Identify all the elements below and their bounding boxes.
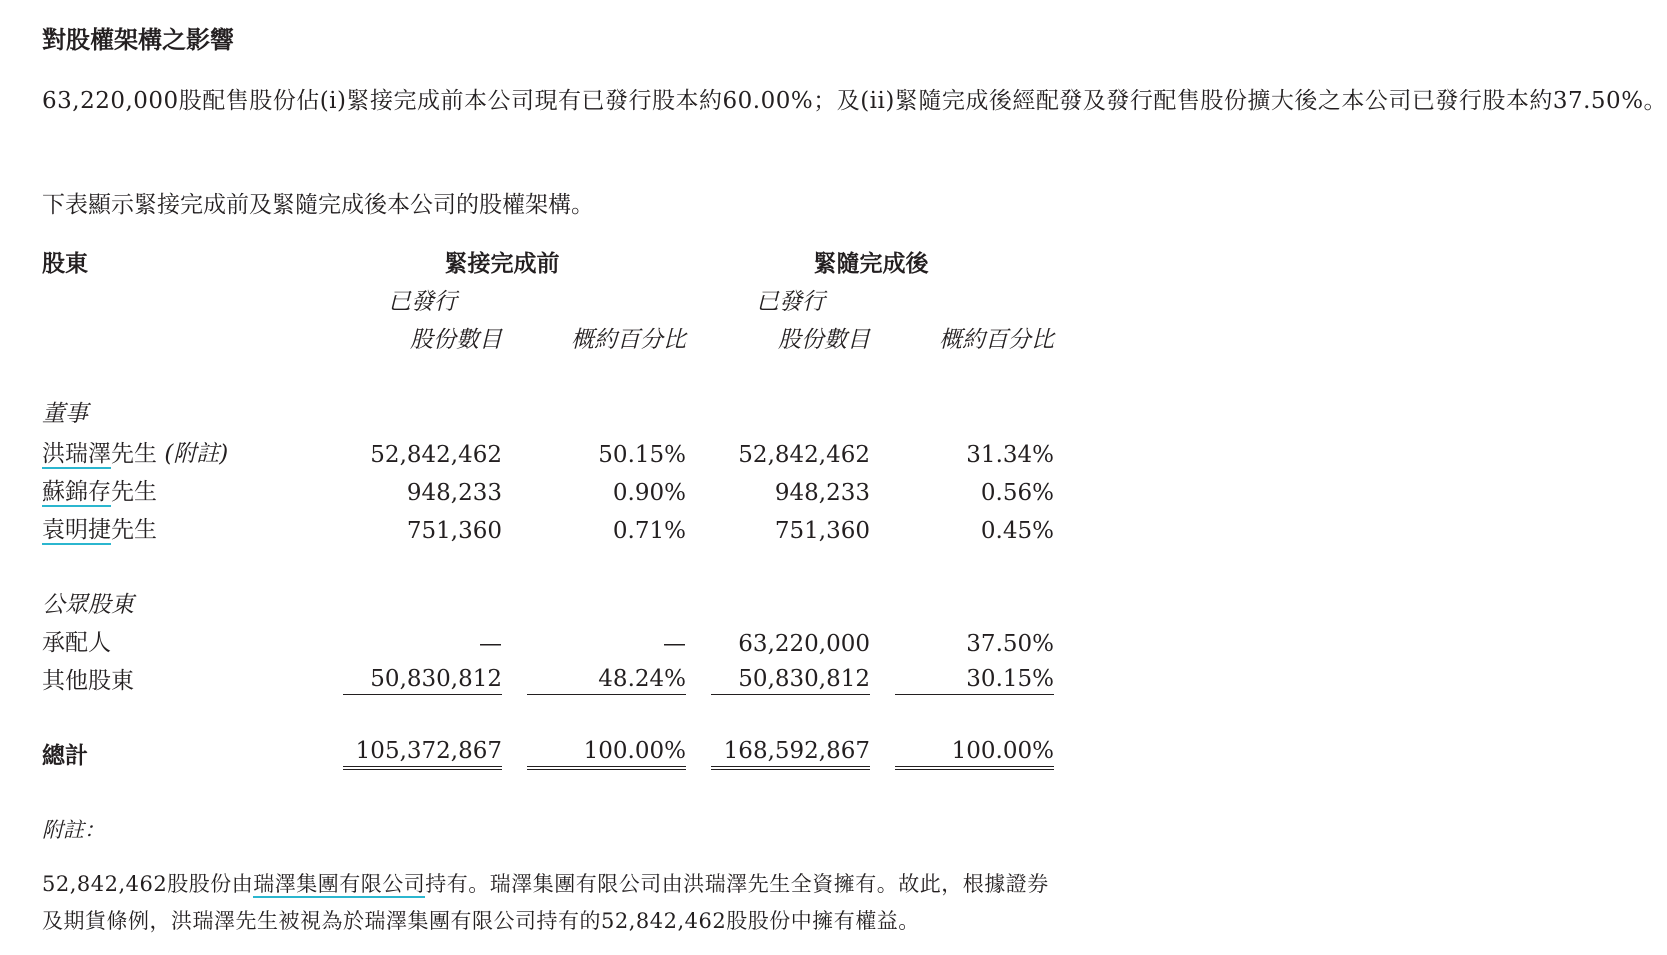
- section-directors-label: 董事: [42, 401, 88, 427]
- pct-before: 50.15%: [598, 442, 686, 468]
- sub-shares-after: 股份數目: [778, 327, 870, 353]
- intro-paragraph: 63,220,000股配售股份佔(i)緊接完成前本公司現有已發行股本約60.00%；及(ii)緊隨完成後經配發及發行配售股份擴大後之本公司已發行股本約37.50%。: [42, 88, 1667, 114]
- table-row: [42, 472, 1054, 506]
- note-heading: 附註：: [42, 818, 105, 842]
- director-name-link[interactable]: 蘇錦存: [42, 479, 111, 505]
- shares-after: 751,360: [774, 518, 870, 544]
- pct-before: 0.71%: [612, 518, 686, 544]
- note-text-1: 52,842,462股股份由: [42, 872, 254, 896]
- shares-before: 52,842,462: [370, 442, 502, 468]
- pct-after: 37.50%: [966, 631, 1054, 657]
- shares-after: 63,220,000: [738, 631, 870, 657]
- shares-before: 50,830,812: [343, 666, 502, 695]
- total-row: [42, 736, 1054, 770]
- shareholder-name: 其他股東: [42, 668, 134, 694]
- director-name-link[interactable]: 袁明捷: [42, 517, 111, 543]
- pct-before: 0.90%: [612, 480, 686, 506]
- total-pct-after: 100.00%: [895, 738, 1054, 770]
- shares-after: 948,233: [774, 480, 870, 506]
- note-ref: (附註): [164, 441, 229, 467]
- shares-before: 751,360: [406, 518, 502, 544]
- pct-after: 0.56%: [980, 480, 1054, 506]
- section-directors: [42, 394, 318, 428]
- total-shares-before: 105,372,867: [343, 738, 502, 770]
- shares-after: 50,830,812: [711, 666, 870, 695]
- title-suffix: 先生: [111, 517, 157, 543]
- group-before: 緊接完成前: [444, 250, 560, 277]
- pct-after: 31.34%: [966, 442, 1054, 468]
- table-subheader-row-2: [42, 320, 1054, 354]
- shares-before: 948,233: [406, 480, 502, 506]
- company-link[interactable]: 瑞澤集團有限公司: [253, 872, 426, 896]
- sub-shares-before: 股份數目: [410, 327, 502, 353]
- sub-issued-after: 已發行: [756, 289, 825, 315]
- shares-after: 52,842,462: [738, 442, 870, 468]
- table-subheader-row-1: [42, 282, 870, 316]
- shares-before: —: [479, 631, 502, 657]
- table-row: [42, 623, 1054, 657]
- pct-before: —: [663, 631, 686, 657]
- pct-after: 0.45%: [980, 518, 1054, 544]
- table-row: [42, 434, 1054, 468]
- title-suffix: 先生: [111, 479, 157, 505]
- total-pct-before: 100.00%: [527, 738, 686, 770]
- pct-before: 48.24%: [527, 666, 686, 695]
- table-row: [42, 661, 1054, 695]
- sub-issued-before: 已發行: [388, 289, 457, 315]
- director-name-link[interactable]: 洪瑞澤: [42, 441, 111, 467]
- table-header-row: [42, 244, 1056, 278]
- note-paragraph: [42, 866, 1062, 940]
- col-shareholder: 股東: [42, 250, 88, 277]
- group-after: 緊隨完成後: [813, 250, 929, 277]
- table-intro: 下表顯示緊接完成前及緊隨完成後本公司的股權架構。: [42, 192, 594, 218]
- table-row: [42, 510, 1054, 544]
- section-public-label: 公眾股東: [42, 592, 134, 618]
- total-label: 總計: [42, 742, 88, 769]
- shareholder-name: 承配人: [42, 630, 111, 656]
- pct-after: 30.15%: [895, 666, 1054, 695]
- total-shares-after: 168,592,867: [711, 738, 870, 770]
- title-suffix: 先生: [111, 441, 157, 467]
- sub-percent-before: 概約百分比: [571, 327, 686, 353]
- note-text-2: 持有。瑞澤集團有限公司由洪瑞澤先生全資擁有。故此，根據證券及期貨條例，洪瑞澤先生被視為於瑞澤集團有限公司持有的52,842,462股股份中擁有權益。: [42, 872, 1049, 933]
- section-title: 對股權架構之影響: [42, 25, 234, 54]
- section-public: [42, 585, 318, 619]
- sub-percent-after: 概約百分比: [939, 327, 1054, 353]
